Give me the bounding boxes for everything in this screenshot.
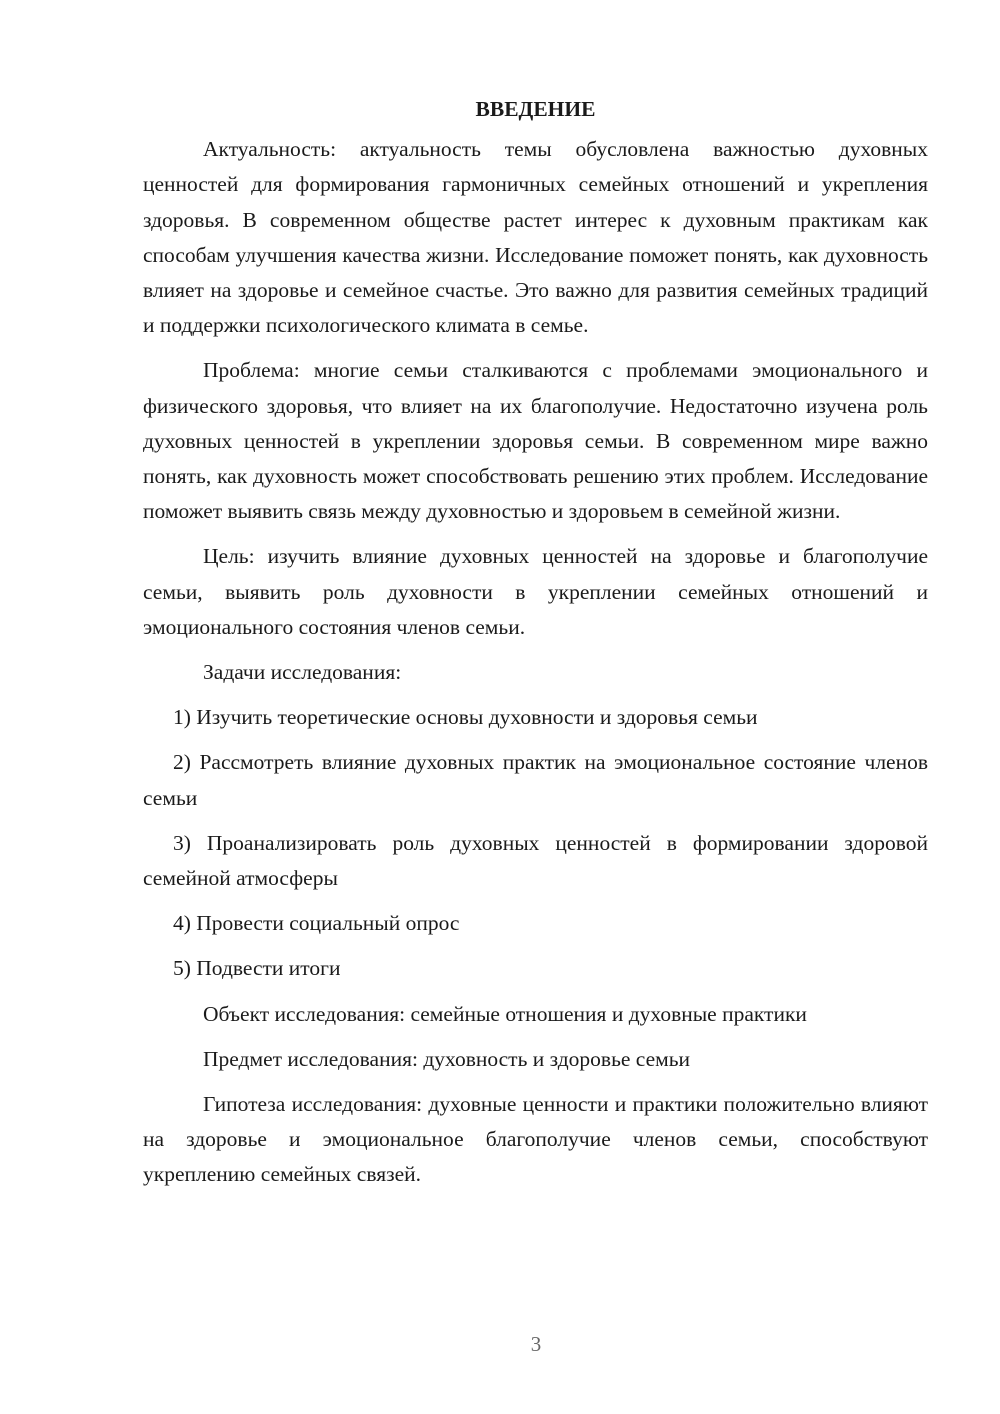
problem-paragraph: Проблема: многие семьи сталкиваются с проблемами эмоционального и физического здоровья, что влияет на их благополучие. Недостаточно изучена роль духовных ценностей в укреплении здоровья семьи. В современном мире важно понять, как духовность может способствовать решению этих проблем. Исследование поможет выявить связь между духовностью и здоровьем в семейной жизни.	[143, 358, 928, 524]
research-subject: Предмет исследования: духовность и здоровье семьи	[203, 1046, 691, 1071]
task-item-2: 2) Рассмотреть влияние духовных практик на эмоциональное состояние членов семьи	[143, 750, 928, 810]
task-item-4: 4) Провести социальный опрос	[173, 911, 460, 936]
relevance-paragraph: Актуальность: актуальность темы обусловлена важностью духовных ценностей для формирования гармоничных семейных отношений и укрепления здоровья. В современном обществе растет интерес к духовным практикам как способам улучшения качества жизни. Исследование поможет понять, как духовность влияет на здоровье и семейное счастье. Это важно для развития семейных традиций и поддержки психологического климата в семье.	[143, 137, 928, 338]
task-item-3: 3) Проанализировать роль духовных ценностей в формировании здоровой семейной атмосферы	[143, 830, 928, 891]
task-item-1: 1) Изучить теоретические основы духовности и здоровья семьи	[173, 705, 758, 730]
goal-paragraph: Цель: изучить влияние духовных ценностей на здоровье и благополучие семьи, выявить роль духовности в укреплении семейных отношений и эмоционального состояния членов семьи.	[143, 544, 928, 639]
hypothesis-paragraph: Гипотеза исследования: духовные ценности и практики положительно влияют на здоровье и эмоциональное благополучие членов семьи, способствуют укреплению семейных связей.	[143, 1092, 928, 1187]
page-number: 3	[530, 1332, 542, 1356]
tasks-title: Задачи исследования:	[203, 660, 402, 685]
task-item-5: 5) Подвести итоги	[173, 956, 341, 981]
section-heading: ВВЕДЕНИЕ	[475, 97, 596, 121]
document-page	[143, 92, 928, 1203]
research-object: Объект исследования: семейные отношения и духовные практики	[203, 1001, 807, 1026]
